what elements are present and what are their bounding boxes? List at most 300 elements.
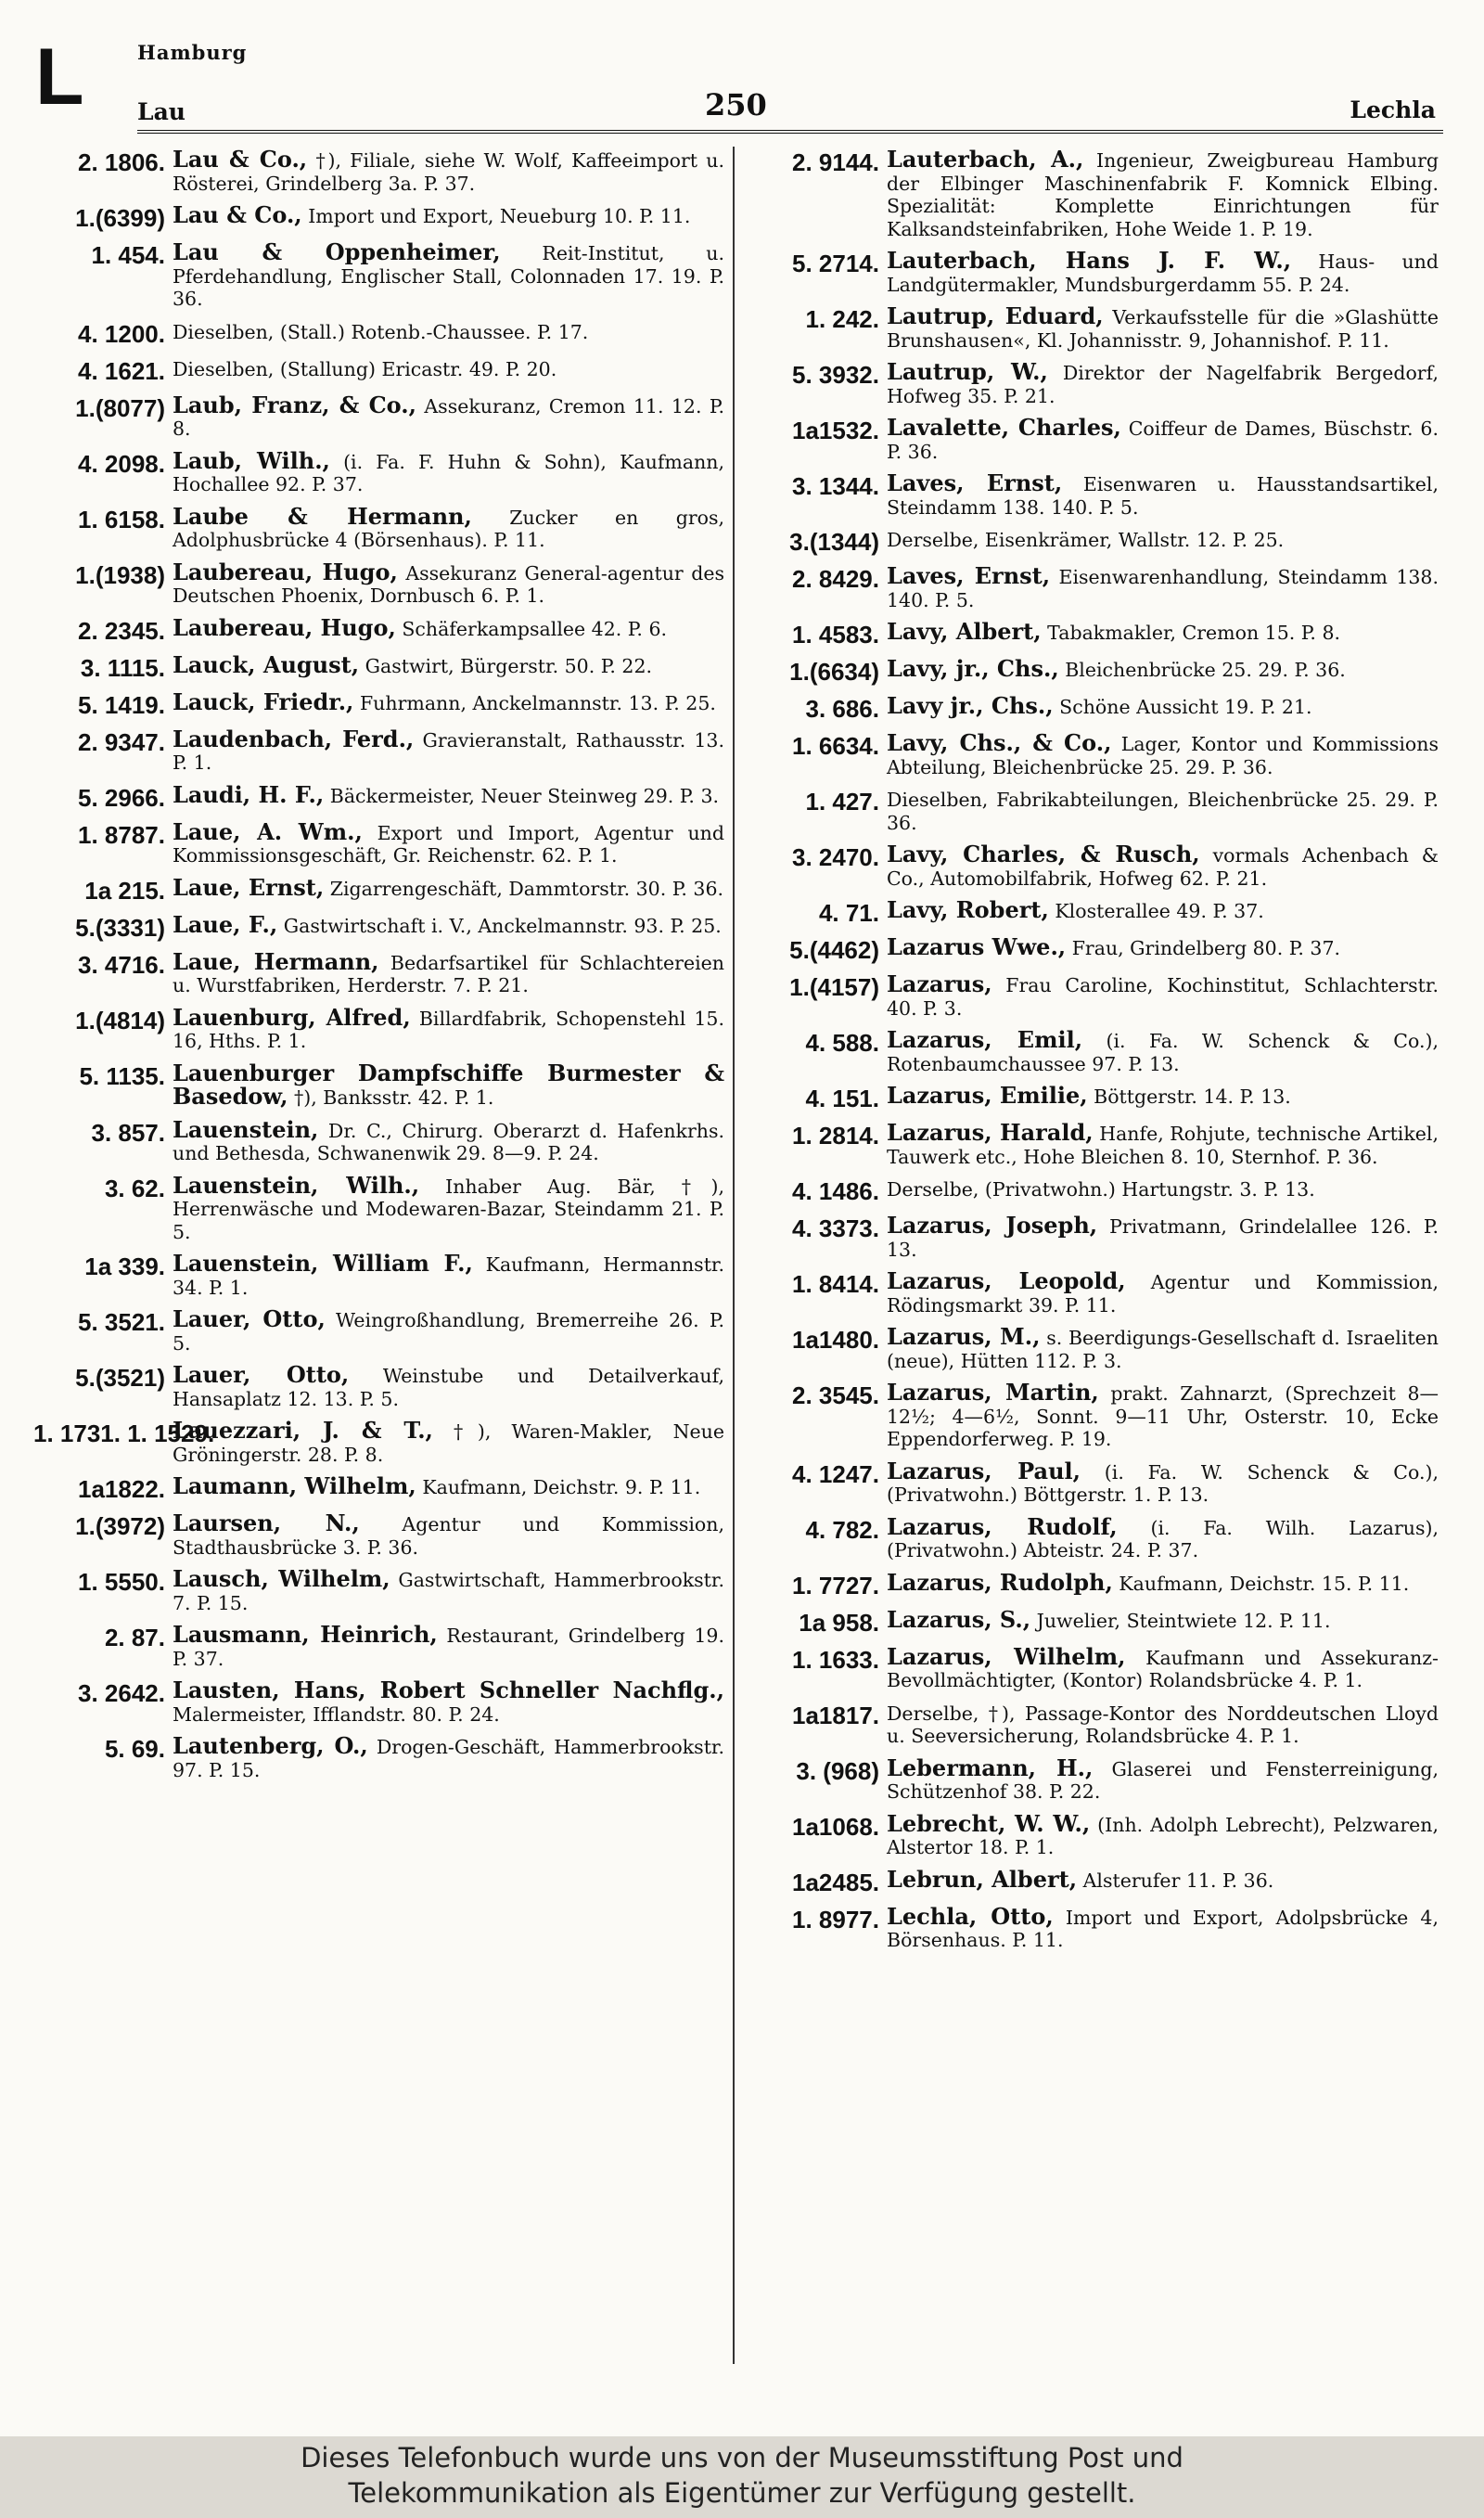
phone-number: 5.(3331) [75, 913, 165, 942]
entry-details: †), Banksstr. 42. P. 1. [294, 1086, 494, 1109]
directory-entry [33, 201, 724, 232]
entry-details: Lager, Kontor und Kommissions Abteilung, Bleichenbrücke 25. 29. P. 36. [887, 733, 1439, 778]
directory-entry [748, 896, 1439, 927]
entry-text [173, 1417, 724, 1466]
phone-number: 1. 5550. [78, 1568, 165, 1596]
entry-details: Tabakmakler, Cremon 15. P. 8. [1047, 622, 1341, 644]
subscriber-name: Laub, Wilh., [173, 446, 330, 474]
entry-text [173, 1472, 724, 1499]
subscriber-name: Lavy, Albert, [887, 618, 1042, 645]
subscriber-name: Lazarus, Leopold, [887, 1267, 1126, 1294]
section-letter: L [35, 32, 84, 122]
entry-text [173, 446, 724, 496]
entry-text [887, 469, 1439, 519]
entry-text [887, 1568, 1439, 1596]
directory-entry [748, 1642, 1439, 1692]
page-number: 250 [705, 87, 767, 122]
directory-entry [33, 613, 724, 645]
entry-text [887, 1214, 1439, 1261]
phone-number: 4. 71. [818, 899, 879, 927]
directory-entry [33, 148, 724, 195]
entry-details: Kaufmann, Deichstr. 9. P. 11. [422, 1476, 701, 1498]
directory-entry [33, 1565, 724, 1614]
directory-entry [748, 1267, 1439, 1317]
directory-entry [33, 1472, 724, 1503]
entry-text [173, 817, 724, 867]
subscriber-name: Lauenstein, William F., [173, 1250, 473, 1277]
entry-text [173, 650, 724, 678]
directory-entry [33, 947, 724, 997]
phone-number: 1. 6158. [78, 505, 165, 533]
subscriber-name: Laue, A. Wm., [173, 817, 363, 845]
subscriber-name: Lauer, Otto, [173, 1305, 326, 1332]
phone-number: 5. 1419. [78, 690, 165, 719]
entry-text [173, 558, 724, 608]
entry-details: Billardfabrik, Schopenstehl 15. 16, Hths. P. 1. [173, 1007, 724, 1052]
subscriber-name: Lauenstein, Wilh., [173, 1171, 420, 1199]
subscriber-name: Laube & Hermann, [173, 502, 472, 530]
directory-entry [33, 687, 724, 719]
subscriber-name: Lavy, jr., Chs., [887, 655, 1059, 682]
directory-entry [748, 1177, 1439, 1205]
entry-details: Dr. C., Chirurg. Oberarzt d. Hafenkrhs. und Bethesda, Schwanenwik 29. 8—9. P. 24. [173, 1119, 724, 1164]
directory-entry [748, 692, 1439, 723]
directory-entry [748, 562, 1439, 611]
entry-details: Fuhrmann, Anckelmannstr. 13. P. 25. [359, 691, 716, 714]
directory-entry [33, 1059, 724, 1110]
entry-details: Gastwirt, Bürgerstr. 50. P. 22. [365, 654, 653, 677]
subscriber-name: Lazarus, Wilhelm, [887, 1642, 1126, 1670]
entry-text [173, 613, 724, 641]
city-heading: Hamburg [137, 41, 248, 64]
entry-text [173, 1115, 724, 1165]
entry-text [887, 1177, 1439, 1201]
phone-number: 1. 242. [805, 305, 879, 333]
subscriber-name: Lebrun, Albert, [887, 1865, 1078, 1893]
directory-entry [748, 788, 1439, 834]
directory-entry [33, 1305, 724, 1355]
subscriber-name: Lazarus, Rudolph, [887, 1568, 1113, 1596]
header-rule [137, 130, 1443, 134]
phone-number: 1. 8414. [792, 1270, 879, 1298]
subscriber-name: Lazarus, Emil, [887, 1026, 1083, 1053]
subscriber-name: Laubereau, Hugo, [173, 558, 398, 585]
entry-text [887, 1865, 1439, 1893]
phone-number: 4. 1486. [792, 1177, 879, 1205]
directory-entry [748, 1214, 1439, 1261]
directory-entry [33, 320, 724, 348]
directory-entry [748, 1082, 1439, 1112]
subscriber-name: Laumann, Wilhelm, [173, 1472, 416, 1499]
subscriber-name: Lausch, Wilhelm, [173, 1565, 390, 1592]
entry-text [173, 873, 724, 901]
entry-details: Assekuranz, Cremon 11. 12. P. 8. [173, 394, 724, 440]
entry-text [173, 947, 724, 997]
directory-entry [33, 725, 724, 775]
subscriber-name: Lechla, Otto, [887, 1902, 1054, 1930]
entry-details: Klosterallee 49. P. 37. [1055, 900, 1264, 922]
entry-text [887, 692, 1439, 719]
entry-text [173, 357, 724, 381]
entry-text [887, 358, 1439, 407]
subscriber-name: Lavy, Chs., & Co., [887, 729, 1112, 756]
directory-entry [33, 780, 724, 812]
subscriber-name: Lazarus, [887, 970, 992, 997]
entry-text [173, 1003, 724, 1053]
entry-details: Agentur und Kommission, Stadthausbrücke 3. P. 36. [173, 1513, 724, 1559]
phone-number: 1.(6399) [75, 204, 165, 232]
entry-text [887, 1809, 1439, 1859]
phone-number: 1. 1633. [792, 1645, 879, 1674]
directory-entry [33, 817, 724, 867]
entry-details: Coiffeur de Dames, Büschstr. 6. P. 36. [887, 418, 1439, 463]
directory-entry [33, 910, 724, 942]
phone-number: 1a1532. [792, 417, 879, 444]
phone-number: 4. 1247. [792, 1459, 879, 1488]
entry-text [173, 687, 724, 715]
subscriber-name: Laub, Franz, & Co., [173, 391, 416, 418]
subscriber-name: Lazarus, S., [887, 1605, 1031, 1633]
entry-details: Eisenwarenhandlung, Steindamm 138. 140. P. 5. [887, 566, 1439, 611]
directory-entry [33, 391, 724, 441]
subscriber-name: Laue, Ernst, [173, 873, 325, 901]
entry-text [887, 1605, 1439, 1633]
phone-number: 3. 1115. [80, 653, 165, 682]
entry-text [173, 1250, 724, 1299]
subscriber-name: Lauterbach, Hans J. F. W., [887, 247, 1292, 274]
right-column [748, 148, 1439, 1961]
subscriber-name: Lazarus, Martin, [887, 1379, 1099, 1406]
entry-details: Haus- und Landgütermakler, Mundsburgerdamm 55. P. 24. [887, 251, 1439, 296]
directory-entry [748, 729, 1439, 778]
phone-number: 2. 9347. [78, 727, 165, 756]
first-entry-word: Lau [137, 98, 186, 125]
entry-text [887, 896, 1439, 923]
entry-details: Drogen-Geschäft, Hammerbrookstr. 97. P. 15. [173, 1736, 724, 1781]
entry-text [887, 1512, 1439, 1562]
entry-details: Bäckermeister, Neuer Steinweg 29. P. 3. [329, 784, 720, 807]
phone-number: 1.(1938) [75, 560, 165, 589]
entry-text [173, 1621, 724, 1670]
phone-number: 3. 2642. [78, 1679, 165, 1707]
entry-details: Gastwirtschaft, Hammerbrookstr. 7. P. 15. [173, 1569, 724, 1614]
entry-details: Böttgerstr. 14. P. 13. [1094, 1086, 1291, 1108]
entry-details: Import und Export, Adolpsbrücke 4, Börsenhaus. P. 11. [887, 1906, 1439, 1951]
phone-number: 1a2485. [792, 1868, 879, 1896]
phone-number: 2. 1806. [78, 148, 165, 176]
phone-number: 3. 4716. [78, 950, 165, 979]
entry-text [887, 1902, 1439, 1952]
phone-number: 1.(6634) [789, 658, 879, 686]
directory-entry [33, 873, 724, 905]
entry-text [173, 725, 724, 775]
entry-text [887, 302, 1439, 352]
directory-entry [748, 1119, 1439, 1168]
entry-details: Gravieranstalt, Rathausstr. 13. P. 1. [173, 728, 724, 774]
subscriber-name: Laves, Ernst, [887, 469, 1063, 496]
entry-details: Ingenieur, Zweigbureau Hamburg der Elbinger Maschinenfabrik F. Komnick Elbing. Spezialität: Komplette Einrichtungen für Kalksandsteinfabriken, Hohe Weide 1. P. 19. [887, 149, 1439, 240]
subscriber-name: Lauck, August, [173, 650, 360, 678]
entry-details: Kaufmann und Assekuranz-Bevollmächtigter, (Kontor) Rolandsbrücke 4. P. 1. [887, 1646, 1439, 1691]
phone-number: 1. 2814. [792, 1122, 879, 1150]
entry-details: Zucker en gros, Adolphusbrücke 4 (Börsenhaus). P. 11. [173, 506, 724, 551]
entry-details: Dieselben, (Stall.) Rotenb.-Chaussee. P. 17. [173, 320, 589, 343]
subscriber-name: Lavy jr., Chs., [887, 692, 1054, 719]
subscriber-name: Lazarus, M., [887, 1323, 1041, 1350]
phone-number: 3.(1344) [789, 528, 879, 556]
entry-text [887, 247, 1439, 296]
directory-entry [748, 1512, 1439, 1562]
entry-details: †), Waren-Makler, Neue Gröningerstr. 28. P. 8. [173, 1420, 724, 1466]
entry-details: (i. Fa. W. Schenck & Co.), Rotenbaumchaussee 97. P. 13. [887, 1030, 1439, 1075]
entry-text [887, 843, 1439, 890]
phone-number: 5. 1135. [79, 1061, 165, 1090]
entry-text [173, 1059, 724, 1110]
entry-text [887, 618, 1439, 645]
phone-number: 1. 4583. [792, 621, 879, 649]
phone-number: 1a1068. [792, 1812, 879, 1841]
phone-number: 5. 2966. [78, 783, 165, 812]
phone-number: 2. 87. [104, 1624, 165, 1651]
entry-details: Reit-Institut, u. Pferdehandlung, Englischer Stall, Colonnaden 17. 19. P. 36. [173, 242, 724, 310]
phone-number: 5. 69. [104, 1735, 165, 1763]
entry-text [173, 1565, 724, 1614]
entry-text [887, 1267, 1439, 1317]
directory-entry [33, 1250, 724, 1299]
subscriber-name: Laursen, N., [173, 1510, 360, 1536]
phone-number: 1a1822. [78, 1475, 165, 1503]
entry-text [887, 148, 1439, 240]
entry-text [887, 729, 1439, 778]
entry-details: s. Beerdigungs-Gesellschaft d. Israeliten (neue), Hütten 112. P. 3. [887, 1327, 1439, 1372]
subscriber-name: Lavy, Charles, & Rusch, [887, 841, 1200, 867]
directory-entry [748, 1323, 1439, 1372]
phone-number: 1a1817. [792, 1701, 879, 1729]
directory-entry [748, 1902, 1439, 1952]
entry-text [173, 1512, 724, 1559]
entry-text [887, 1082, 1439, 1109]
entry-details: (i. Fa. Wilh. Lazarus), (Privatwohn.) Abteistr. 24. P. 37. [887, 1516, 1439, 1561]
entry-details: Derselbe, †), Passage-Kontor des Norddeutschen Lloyd u. Seeversicherung, Rolandsbrücke 4. P. 1. [887, 1702, 1439, 1747]
phone-number: 4. 782. [805, 1515, 879, 1544]
entry-details: †), Filiale, siehe W. Wolf, Kaffeeimport u. Rösterei, Grindelberg 3a. P. 37. [173, 149, 724, 195]
entry-text [887, 414, 1439, 463]
subscriber-name: Lauck, Friedr., [173, 687, 354, 715]
subscriber-name: Lausten, Hans, Robert Schneller Nachflg., [173, 1677, 724, 1703]
entry-details: Agentur und Kommission, Rödingsmarkt 39. P. 11. [887, 1271, 1439, 1317]
entry-details: Weinstube und Detailverkauf, Hansaplatz 12. 13. P. 5. [173, 1365, 724, 1410]
phone-number: 1a 339. [84, 1253, 165, 1280]
entry-details: Weingroßhandlung, Bremerreihe 26. P. 5. [173, 1309, 724, 1355]
subscriber-name: Laue, F., [173, 910, 278, 938]
entry-text [887, 1642, 1439, 1692]
phone-number: 3. (968) [796, 1756, 879, 1785]
entry-text [887, 1457, 1439, 1507]
directory-entry [33, 357, 724, 385]
directory-entry [748, 1026, 1439, 1075]
entry-details: Glaserei und Fensterreinigung, Schützenhof 38. P. 22. [887, 1757, 1439, 1803]
directory-entry [33, 502, 724, 552]
directory-entry [748, 148, 1439, 240]
directory-entry [33, 1417, 724, 1466]
subscriber-name: Lauer, Otto, [173, 1361, 350, 1388]
directory-entry [748, 302, 1439, 352]
phone-number: 5. 3521. [78, 1308, 165, 1336]
subscriber-name: Lebermann, H., [887, 1754, 1094, 1781]
phone-number: 1.(3972) [75, 1512, 165, 1540]
directory-entry [748, 1754, 1439, 1804]
subscriber-name: Laudenbach, Ferd., [173, 725, 415, 752]
entry-details: Bleichenbrücke 25. 29. P. 36. [1065, 659, 1346, 681]
footer-line-1: Dieses Telefonbuch wurde uns von der Museumsstiftung Post und [301, 2442, 1183, 2473]
entry-text [887, 1381, 1439, 1451]
directory-entry [748, 970, 1439, 1020]
entry-text [173, 391, 724, 441]
directory-entry [748, 247, 1439, 296]
entry-text [173, 502, 724, 552]
subscriber-name: Lausmann, Heinrich, [173, 1621, 438, 1648]
entry-text [173, 320, 724, 344]
entry-text [887, 562, 1439, 611]
entry-text [887, 788, 1439, 834]
page-header [0, 0, 1484, 139]
phone-number: 5.(3521) [75, 1364, 165, 1392]
subscriber-name: Lazarus, Emilie, [887, 1082, 1088, 1109]
entry-text [173, 148, 724, 195]
entry-text [887, 1026, 1439, 1075]
directory-entry [748, 1605, 1439, 1637]
directory-entry [748, 1809, 1439, 1859]
subscriber-name: Lautenberg, O., [173, 1732, 368, 1759]
entry-details: Alsterufer 11. P. 36. [1082, 1869, 1274, 1892]
phone-number: 1. 8787. [78, 820, 165, 849]
phone-number: 5.(4462) [789, 936, 879, 964]
subscriber-name: Lautrup, W., [887, 358, 1048, 385]
phone-number: 4. 1200. [78, 319, 165, 348]
directory-entry [33, 650, 724, 682]
directory-entry [748, 414, 1439, 463]
subscriber-name: Laubereau, Hugo, [173, 613, 396, 641]
directory-entry [33, 1003, 724, 1053]
phone-number: 1a 215. [84, 876, 165, 905]
entry-details: Dieselben, Fabrikabteilungen, Bleichenbrücke 25. 29. P. 36. [887, 789, 1439, 834]
phone-number: 4. 3373. [792, 1214, 879, 1242]
entry-details: (i. Fa. F. Huhn & Sohn), Kaufmann, Hochallee 92. P. 37. [173, 450, 724, 495]
entry-details: Derselbe, (Privatwohn.) Hartungstr. 3. P. 13. [887, 1178, 1315, 1201]
subscriber-name: Lazarus, Joseph, [887, 1212, 1098, 1239]
subscriber-name: Laves, Ernst, [887, 562, 1051, 589]
entry-details: Kaufmann, Hermannstr. 34. P. 1. [173, 1253, 724, 1299]
entry-details: Derselbe, Eisenkrämer, Wallstr. 12. P. 25. [887, 529, 1285, 551]
entry-details: Import und Export, Neueburg 10. P. 11. [308, 205, 691, 227]
entry-details: Bedarfsartikel für Schlachtereien u. Wurstfabriken, Herderstr. 7. P. 21. [173, 951, 724, 996]
directory-entry [748, 1865, 1439, 1896]
footer-line-2: Telekommunikation als Eigentümer zur Verfügung gestellt. [348, 2477, 1136, 2509]
subscriber-name: Lavy, Robert, [887, 896, 1049, 923]
entry-details: Verkaufsstelle für die »Glashütte Brunshausen«, Kl. Johannisstr. 9, Johannishof. P. 11. [887, 306, 1439, 352]
left-column [33, 148, 724, 1791]
subscriber-name: Lautrup, Eduard, [887, 302, 1104, 329]
phone-number: 3. 686. [805, 695, 879, 723]
entry-details: Direktor der Nagelfabrik Bergedorf, Hofweg 35. P. 21. [887, 362, 1439, 407]
phone-number: 4. 1621. [78, 356, 165, 385]
entry-text [173, 910, 724, 938]
directory-entry [748, 1457, 1439, 1507]
phone-number: 1. 1731. 1. 1529. [33, 1420, 215, 1447]
phone-number: 5. 3932. [792, 361, 879, 389]
entry-text [173, 1732, 724, 1781]
directory-entry [33, 238, 724, 311]
phone-number: 1. 7727. [792, 1571, 879, 1599]
subscriber-name: Lau & Co., [173, 201, 302, 228]
entry-text [887, 970, 1439, 1020]
phone-number: 1. 454. [91, 241, 165, 269]
phone-number: 1a 958. [799, 1608, 879, 1637]
phone-number: 1. 427. [805, 788, 879, 816]
phone-number: 3. 857. [91, 1118, 165, 1147]
directory-entry [33, 1171, 724, 1244]
entry-text [173, 1679, 724, 1726]
entry-details: Gastwirtschaft i. V., Anckelmannstr. 93. P. 25. [283, 914, 722, 937]
directory-entry [33, 1732, 724, 1781]
phone-number: 1.(8077) [75, 393, 165, 422]
entry-details: Restaurant, Grindelberg 19. P. 37. [173, 1625, 724, 1670]
directory-entry [748, 655, 1439, 686]
directory-entry [33, 558, 724, 608]
subscriber-name: Lazarus Wwe., [887, 933, 1067, 960]
entry-details: Inhaber Aug. Bär, †), Herrenwäsche und Modewaren-Bazar, Steindamm 21. P. 5. [173, 1175, 724, 1243]
entry-details: Frau, Grindelberg 80. P. 37. [1071, 937, 1341, 959]
entry-details: Dieselben, (Stallung) Ericastr. 49. P. 20. [173, 357, 557, 380]
entry-details: Malermeister, Ifflandstr. 80. P. 24. [173, 1702, 500, 1726]
phone-number: 1.(4157) [789, 973, 879, 1001]
column-divider [733, 147, 735, 2364]
subscriber-name: Lazarus, Rudolf, [887, 1512, 1118, 1540]
subscriber-name: Lauezzari, J. & T., [173, 1417, 433, 1444]
directory-entry [748, 1381, 1439, 1451]
directory-entry [748, 1702, 1439, 1748]
entry-text [173, 1361, 724, 1410]
phone-number: 3. 1344. [792, 472, 879, 500]
subscriber-name: Lazarus, Paul, [887, 1457, 1081, 1484]
entry-details: Zigarrengeschäft, Dammtorstr. 30. P. 36. [329, 877, 723, 900]
subscriber-name: Laudi, H. F., [173, 780, 325, 808]
phone-number: 1. 8977. [792, 1905, 879, 1933]
entry-details: Schäferkampsallee 42. P. 6. [402, 617, 668, 640]
directory-entry [748, 843, 1439, 890]
entry-details: Assekuranz General-agentur des Deutschen Phoenix, Dornbusch 6. P. 1. [173, 561, 724, 607]
subscriber-name: Lauenburg, Alfred, [173, 1003, 411, 1031]
subscriber-name: Lau & Co., [173, 146, 308, 173]
directory-entry [33, 1621, 724, 1670]
entry-text [887, 1119, 1439, 1168]
footer-notice [0, 2436, 1484, 2518]
phone-number: 5. 2714. [792, 250, 879, 277]
last-entry-word: Lechla [1350, 96, 1436, 123]
entry-details: Kaufmann, Deichstr. 15. P. 11. [1119, 1572, 1410, 1595]
directory-entry [748, 358, 1439, 407]
entry-text [173, 1171, 724, 1244]
entry-text [887, 655, 1439, 682]
entry-text [173, 238, 724, 311]
phone-number: 4. 151. [805, 1085, 879, 1112]
subscriber-name: Lau & Oppenheimer, [173, 238, 501, 265]
directory-entry [748, 1568, 1439, 1599]
directory-entry [33, 446, 724, 496]
entry-details: Schöne Aussicht 19. P. 21. [1059, 696, 1312, 718]
entry-details: Juwelier, Steintwiete 12. P. 11. [1036, 1609, 1331, 1632]
entry-text [887, 1702, 1439, 1748]
